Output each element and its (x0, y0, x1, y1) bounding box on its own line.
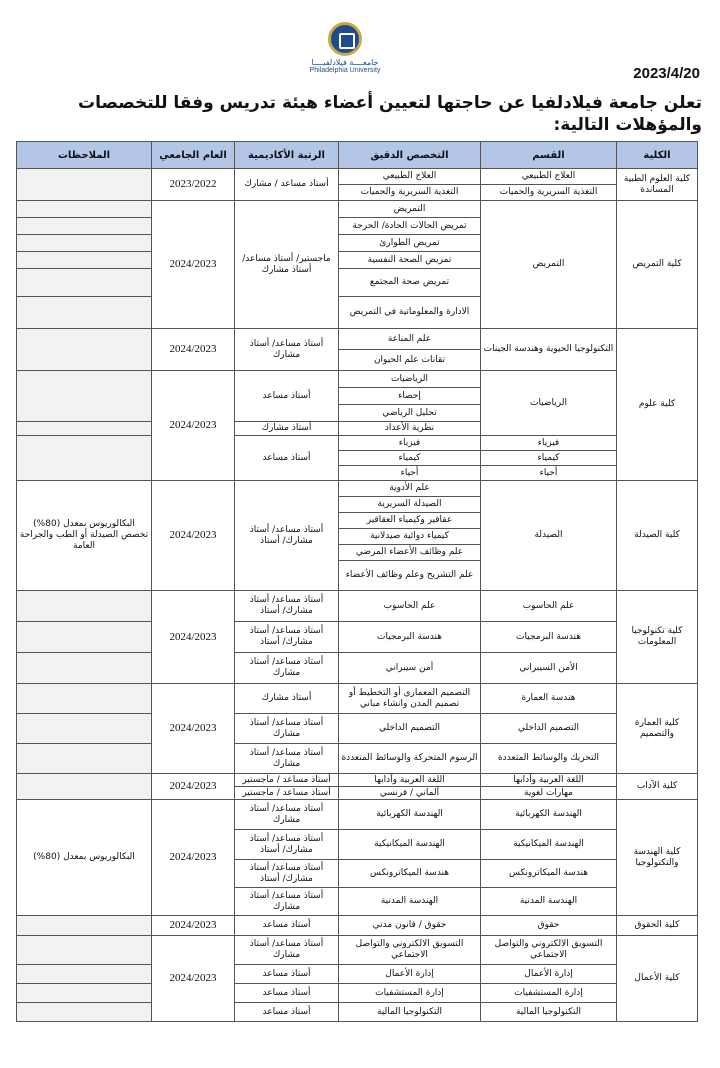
department-cell: التكنولوجيا المالية (481, 1003, 617, 1022)
department-cell: اللغة العربية وآدابها (481, 774, 617, 787)
rank-cell: أستاذ مساعد / ماجستير (235, 787, 339, 800)
year-cell: 2024/2023 (152, 329, 235, 371)
specialization-cell: كيمياء (339, 451, 481, 466)
table-row (17, 800, 698, 830)
notes-cell (17, 252, 152, 269)
notes-cell (17, 591, 152, 622)
specialization-cell: هندسة البرمجيات (339, 622, 481, 653)
specialization-cell: أمن سيبراني (339, 653, 481, 684)
department-cell: التكنولوجيا الحيوية وهندسة الجينات (481, 329, 617, 371)
specialization-cell: التغذية السريرية والحميات (339, 185, 481, 201)
specialization-cell: الرسوم المتحركة والوسائط المتعددة (339, 744, 481, 774)
notes-cell (17, 371, 152, 422)
table-row (17, 714, 698, 744)
specialization-cell: عقاقير وكيمياء العقاقير (339, 513, 481, 529)
college-cell: كلية الأعمال (617, 936, 698, 1022)
department-cell: الأمن السيبراني (481, 653, 617, 684)
header-college: الكلية (617, 142, 698, 169)
rank-cell: أستاذ مساعد/ أستاذ مشارك (235, 888, 339, 916)
specialization-cell: تمريض الحالات الحادة/ الحرجة (339, 218, 481, 235)
notes-cell (17, 169, 152, 201)
department-cell: الصيدلة (481, 481, 617, 591)
table-row (17, 201, 698, 218)
department-cell: هندسة البرمجيات (481, 622, 617, 653)
college-cell: كلية الآداب (617, 774, 698, 800)
college-cell: كلية العلوم الطبية المساندة (617, 169, 698, 201)
department-cell: التمريض (481, 201, 617, 329)
college-cell: كلية علوم (617, 329, 698, 481)
announcement-title: تعلن جامعة فيلادلفيا عن حاجتها لتعيين أعضاء هيئة تدريس وفقا للتخصصات والمؤهلات التالية: (78, 93, 702, 135)
specialization-cell: التمريض (339, 201, 481, 218)
department-cell: التسويق الالكتروني والتواصل الاجتماعي (481, 936, 617, 965)
logo-english-text: Philadelphia University (309, 67, 381, 74)
rank-cell: أستاذ مساعد / مشارك (235, 169, 339, 201)
table-row (17, 329, 698, 350)
specialization-cell: إحصاء (339, 388, 481, 405)
college-cell: كلية التمريض (617, 201, 698, 329)
specialization-cell: علم وظائف الأعضاء المرضي (339, 545, 481, 561)
university-logo (290, 22, 400, 82)
year-cell: 2024/2023 (152, 481, 235, 591)
rank-cell: أستاذ مشارك (235, 684, 339, 714)
specialization-cell: التصميم الداخلي (339, 714, 481, 744)
header-notes: الملاحظات (17, 142, 152, 169)
rank-cell: أستاذ مساعد/ أستاذ مشارك (235, 653, 339, 684)
table-row (17, 965, 698, 984)
rank-cell: أستاذ مساعد/ أستاذ مشارك (235, 936, 339, 965)
specialization-cell: الادارة والمعلوماتية في التمريض (339, 297, 481, 329)
specialization-cell: الصيدلة السريرية (339, 497, 481, 513)
college-cell: كلية الحقوق (617, 916, 698, 936)
table-row (17, 371, 698, 388)
year-cell: 2024/2023 (152, 201, 235, 329)
rank-cell: أستاذ مساعد/ أستاذ مشارك/ أستاذ (235, 830, 339, 860)
notes-cell (17, 269, 152, 297)
department-cell: الهندسة المدنية (481, 888, 617, 916)
specialization-cell: أحياء (339, 466, 481, 481)
specialization-cell: تمريض صحة المجتمع (339, 269, 481, 297)
table-row (17, 169, 698, 185)
department-cell: الهندسة الكهربائية (481, 800, 617, 830)
department-cell: التغذية السريرية والحميات (481, 185, 617, 201)
specialization-cell: علم الحاسوب (339, 591, 481, 622)
table-row (17, 984, 698, 1003)
specialization-cell: اللغة العربية وآدابها (339, 774, 481, 787)
department-cell: كيمياء (481, 451, 617, 466)
notes-cell: البكالوريوس بمعدل (80%) تخصص الصيدلة أو الطب والجراحة العامة (17, 481, 152, 591)
rank-cell: أستاذ مشارك (235, 422, 339, 436)
specialization-cell: العلاج الطبيعي (339, 169, 481, 185)
announcement-date: 2023/4/20 (633, 65, 700, 82)
vacancies-table (16, 141, 698, 1022)
notes-cell (17, 329, 152, 371)
table-row (17, 916, 698, 936)
logo-arabic-text: جامعــــة فيلادلفيــــا (311, 58, 379, 67)
university-emblem-icon (328, 22, 362, 56)
department-cell: حقوق (481, 916, 617, 936)
year-cell: 2024/2023 (152, 684, 235, 774)
notes-cell (17, 653, 152, 684)
notes-cell (17, 916, 152, 936)
specialization-cell: فيزياء (339, 436, 481, 451)
specialization-cell: تمريض الطوارئ (339, 235, 481, 252)
notes-cell (17, 714, 152, 744)
rank-cell: أستاذ مساعد/ أستاذ مشارك/ أستاذ (235, 622, 339, 653)
notes-cell (17, 297, 152, 329)
rank-cell: أستاذ مساعد/ أستاذ مشارك/ أستاذ (235, 860, 339, 888)
notes-cell (17, 1003, 152, 1022)
department-cell: علم الحاسوب (481, 591, 617, 622)
rank-cell: أستاذ مساعد/ أستاذ مشارك (235, 714, 339, 744)
specialization-cell: الرياضيات (339, 371, 481, 388)
specialization-cell: علم الأدوية (339, 481, 481, 497)
specialization-cell: هندسة الميكاترونكس (339, 860, 481, 888)
specialization-cell: إدارة المستشفيات (339, 984, 481, 1003)
rank-cell: أستاذ مساعد / ماجستير (235, 774, 339, 787)
table-row (17, 591, 698, 622)
specialization-cell: التكنولوجيا المالية (339, 1003, 481, 1022)
specialization-cell: تمريض الصحة النفسية (339, 252, 481, 269)
table-row (17, 622, 698, 653)
college-cell: كلية العمارة والتصميم (617, 684, 698, 774)
specialization-cell: إدارة الأعمال (339, 965, 481, 984)
notes-cell (17, 744, 152, 774)
rank-cell: أستاذ مساعد/ أستاذ مشارك (235, 800, 339, 830)
rank-cell: أستاذ مساعد/ أستاذ مشارك (235, 744, 339, 774)
year-cell: 2024/2023 (152, 800, 235, 916)
notes-cell (17, 984, 152, 1003)
rank-cell: أستاذ مساعد/ أستاذ مشارك (235, 329, 339, 371)
specialization-cell: نظرية الأعداد (339, 422, 481, 436)
department-cell: هندسة العمارة (481, 684, 617, 714)
specialization-cell: التصميم المعماري أو التخطيط أو تصميم المدن وانشاء مباني (339, 684, 481, 714)
table-row (17, 744, 698, 774)
rank-cell: أستاذ مساعد (235, 436, 339, 481)
year-cell: 2024/2023 (152, 591, 235, 684)
notes-cell (17, 622, 152, 653)
header-department: القسم (481, 142, 617, 169)
specialization-cell: الهندسة المدنية (339, 888, 481, 916)
year-cell: 2024/2023 (152, 936, 235, 1022)
notes-cell (17, 774, 152, 800)
rank-cell: أستاذ مساعد (235, 916, 339, 936)
specialization-cell: تحليل الرياضي (339, 405, 481, 422)
department-cell: التصميم الداخلي (481, 714, 617, 744)
notes-cell (17, 684, 152, 714)
department-cell: الهندسة الميكانيكية (481, 830, 617, 860)
specialization-cell: ألماني / فرنسي (339, 787, 481, 800)
table-row (17, 436, 698, 451)
year-cell: 2024/2023 (152, 916, 235, 936)
table-row (17, 481, 698, 497)
notes-cell (17, 235, 152, 252)
header-rank: الرتبة الأكاديمية (235, 142, 339, 169)
specialization-cell: تقانات علم الحيوان (339, 350, 481, 371)
specialization-cell: علم المناعة (339, 329, 481, 350)
rank-cell: أستاذ مساعد (235, 1003, 339, 1022)
year-cell: 2024/2023 (152, 371, 235, 481)
rank-cell: أستاذ مساعد (235, 984, 339, 1003)
notes-cell (17, 965, 152, 984)
specialization-cell: التسويق الالكتروني والتواصل الاجتماعي (339, 936, 481, 965)
department-cell: مهارات لغوية (481, 787, 617, 800)
header-year: العام الجامعي (152, 142, 235, 169)
specialization-cell: علم التشريح وعلم وظائف الأعضاء (339, 561, 481, 591)
table-row (17, 1003, 698, 1022)
notes-cell (17, 201, 152, 218)
specialization-cell: الهندسة الميكانيكية (339, 830, 481, 860)
notes-cell (17, 436, 152, 481)
specialization-cell: كيمياء دوائية صيدلانية (339, 529, 481, 545)
rank-cell: أستاذ مساعد/ أستاذ مشارك/ أستاذ (235, 591, 339, 622)
college-cell: كلية الصيدلة (617, 481, 698, 591)
department-cell: إدارة المستشفيات (481, 984, 617, 1003)
notes-cell (17, 218, 152, 235)
specialization-cell: الهندسة الكهربائية (339, 800, 481, 830)
year-cell: 2024/2023 (152, 774, 235, 800)
department-cell: التحريك والوسائط المتعددة (481, 744, 617, 774)
header-specialization: التخصص الدقيق (339, 142, 481, 169)
notes-cell (17, 936, 152, 965)
department-cell: العلاج الطبيعي (481, 169, 617, 185)
rank-cell: أستاذ مساعد (235, 371, 339, 422)
department-cell: أحياء (481, 466, 617, 481)
rank-cell: ماجستير/ أستاذ مساعد/ أستاذ مشارك (235, 201, 339, 329)
specialization-cell: حقوق / قانون مدني (339, 916, 481, 936)
table-row (17, 774, 698, 787)
college-cell: كلية تكنولوجيا المعلومات (617, 591, 698, 684)
department-cell: هندسة الميكاترونكس (481, 860, 617, 888)
table-row (17, 684, 698, 714)
rank-cell: أستاذ مساعد (235, 965, 339, 984)
year-cell: 2023/2022 (152, 169, 235, 201)
department-cell: إدارة الأعمال (481, 965, 617, 984)
rank-cell: أستاذ مساعد/ أستاذ مشارك/ أستاذ (235, 481, 339, 591)
notes-cell: البكالوريوس بمعدل (80%) (17, 800, 152, 916)
notes-cell (17, 422, 152, 436)
department-cell: الرياضيات (481, 371, 617, 436)
table-header-row (17, 142, 698, 169)
table-row (17, 653, 698, 684)
department-cell: فيزياء (481, 436, 617, 451)
table-row (17, 936, 698, 965)
college-cell: كلية الهندسة والتكنولوجيا (617, 800, 698, 916)
